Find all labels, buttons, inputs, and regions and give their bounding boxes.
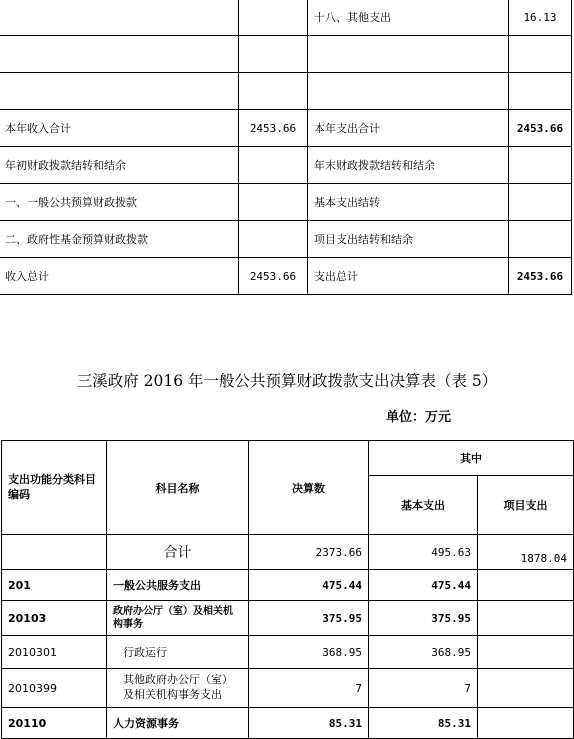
total-label: 合计 [107, 535, 249, 570]
row-basic: 368.95 [369, 636, 478, 669]
table-row [0, 221, 572, 258]
row-code: 2010399 [2, 669, 107, 708]
table-row [2, 708, 574, 739]
row-code: 20103 [2, 601, 107, 636]
row-total: 475.44 [249, 570, 369, 601]
table-row [0, 73, 572, 110]
left-label [0, 73, 239, 110]
header-group: 其中 [369, 441, 574, 476]
total-basic: 495.63 [369, 535, 478, 570]
right-value [509, 73, 572, 110]
row-project [478, 669, 574, 708]
table-row [0, 36, 572, 73]
left-value [239, 73, 308, 110]
table-row [2, 601, 574, 636]
table-row [0, 0, 572, 36]
row-total: 85.31 [249, 708, 369, 739]
row-name: 人力资源事务 [107, 708, 249, 739]
row-basic: 7 [369, 669, 478, 708]
left-label: 收入总计 [0, 258, 239, 295]
table-row [0, 184, 572, 221]
table-row [0, 258, 572, 295]
row-name: 政府办公厅（室）及相关机构事务 [107, 601, 249, 636]
left-value [239, 221, 308, 258]
row-code: 20110 [2, 708, 107, 739]
right-label: 支出总计 [308, 258, 509, 295]
table-row [0, 110, 572, 147]
row-project [478, 570, 574, 601]
left-label: 二、政府性基金预算财政拨款 [0, 221, 239, 258]
left-value [239, 0, 308, 36]
row-project [478, 636, 574, 669]
right-value [509, 36, 572, 73]
header-project: 项目支出 [478, 476, 574, 535]
left-label: 一、一般公共预算财政拨款 [0, 184, 239, 221]
left-label: 年初财政拨款结转和结余 [0, 147, 239, 184]
row-name: 行政运行 [107, 636, 249, 669]
left-value: 2453.66 [239, 110, 308, 147]
left-value: 2453.66 [239, 258, 308, 295]
right-value [509, 147, 572, 184]
right-label: 基本支出结转 [308, 184, 509, 221]
header-row [2, 441, 574, 476]
row-total: 7 [249, 669, 369, 708]
table-row [0, 147, 572, 184]
right-value: 16.13 [509, 0, 572, 36]
header-total: 决算数 [249, 441, 369, 535]
header-basic: 基本支出 [369, 476, 478, 535]
expenditure-table [1, 440, 574, 739]
header-code: 支出功能分类科目编码 [2, 441, 107, 535]
left-label [0, 0, 239, 36]
header-name: 科目名称 [107, 441, 249, 535]
left-value [239, 147, 308, 184]
total-value: 2373.66 [249, 535, 369, 570]
total-row [2, 535, 574, 570]
right-label: 项目支出结转和结余 [308, 221, 509, 258]
table-row [2, 636, 574, 669]
table-row [2, 669, 574, 708]
row-name: 一般公共服务支出 [107, 570, 249, 601]
row-project [478, 708, 574, 739]
left-label [0, 36, 239, 73]
row-code: 201 [2, 570, 107, 601]
right-label: 本年支出合计 [308, 110, 509, 147]
left-value [239, 36, 308, 73]
row-code: 2010301 [2, 636, 107, 669]
right-value: 2453.66 [509, 258, 572, 295]
row-total: 375.95 [249, 601, 369, 636]
summary-table [0, 0, 572, 295]
right-label [308, 73, 509, 110]
total-code [2, 535, 107, 570]
right-label: 年末财政拨款结转和结余 [308, 147, 509, 184]
table-title: 三溪政府 2016 年一般公共预算财政拨款支出决算表（表 5） [76, 372, 498, 390]
right-label [308, 36, 509, 73]
table-row [2, 570, 574, 601]
right-value [509, 221, 572, 258]
row-name: 其他政府办公厅（室）及相关机构事务支出 [107, 669, 249, 708]
right-label: 十八、其他支出 [308, 0, 509, 36]
row-basic: 375.95 [369, 601, 478, 636]
right-value: 2453.66 [509, 110, 572, 147]
right-value [509, 184, 572, 221]
unit-label: 单位：万元 [386, 410, 452, 425]
row-project [478, 601, 574, 636]
row-total: 368.95 [249, 636, 369, 669]
left-label: 本年收入合计 [0, 110, 239, 147]
left-value [239, 184, 308, 221]
row-basic: 475.44 [369, 570, 478, 601]
total-project: 1878.04 [478, 535, 574, 570]
row-basic: 85.31 [369, 708, 478, 739]
